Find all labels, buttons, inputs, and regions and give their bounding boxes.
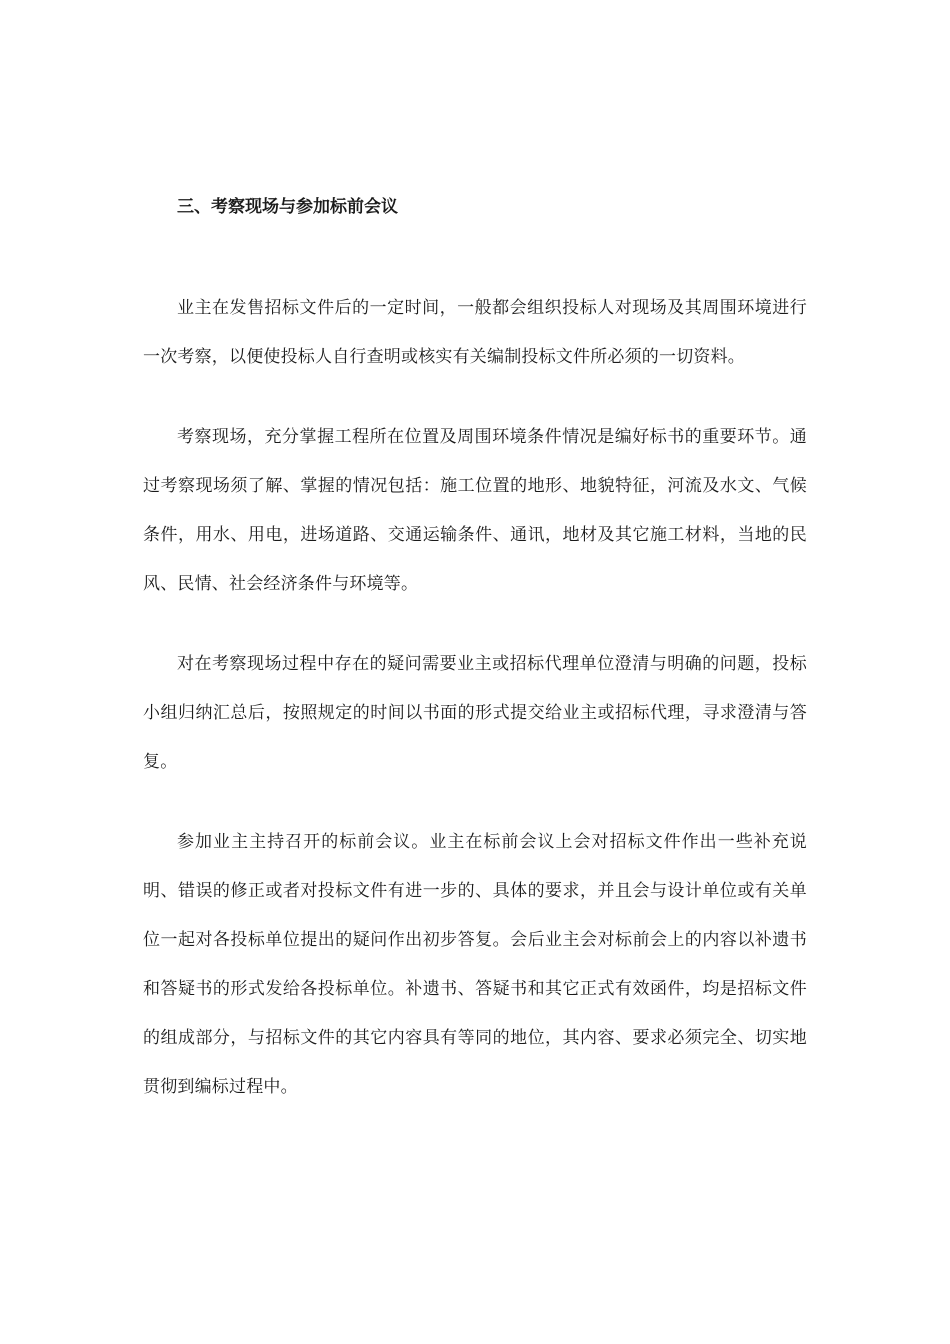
- document-body: [143, 188, 807, 1112]
- paragraph-site-investigation: 考察现场，充分掌握工程所在位置及周围环境条件情况是编好标书的重要环节。通过考察现场须了解、掌握的情况包括：施工位置的地形、地貌特征，河流及水文、气候条件，用水、用电，进场道路、交通运输条件、通讯，地材及其它施工材料，当地的民风、民情、社会经济条件与环境等。: [143, 427, 807, 594]
- paragraph-site-visit-intro: 业主在发售招标文件后的一定时间，一般都会组织投标人对现场及其周围环境进行一次考察，以便使投标人自行查明或核实有关编制投标文件所必须的一切资料。: [143, 298, 807, 367]
- section-heading: 三、考察现场与参加标前会议: [177, 197, 398, 217]
- paragraph-questions-submission: 对在考察现场过程中存在的疑问需要业主或招标代理单位澄清与明确的问题，投标小组归纳汇总后，按照规定的时间以书面的形式提交给业主或招标代理，寻求澄清与答复。: [143, 654, 807, 772]
- paragraph-pre-bid-meeting: 参加业主主持召开的标前会议。业主在标前会议上会对招标文件作出一些补充说明、错误的修正或者对投标文件有进一步的、具体的要求，并且会与设计单位或有关单位一起对各投标单位提出的疑问作出初步答复。会后业主会对标前会上的内容以补遗书和答疑书的形式发给各投标单位。补遗书、答疑书和其它正式有效函件，均是招标文件的组成部分，与招标文件的其它内容具有等同的地位，其内容、要求必须完全、切实地贯彻到编标过程中。: [143, 832, 807, 1097]
